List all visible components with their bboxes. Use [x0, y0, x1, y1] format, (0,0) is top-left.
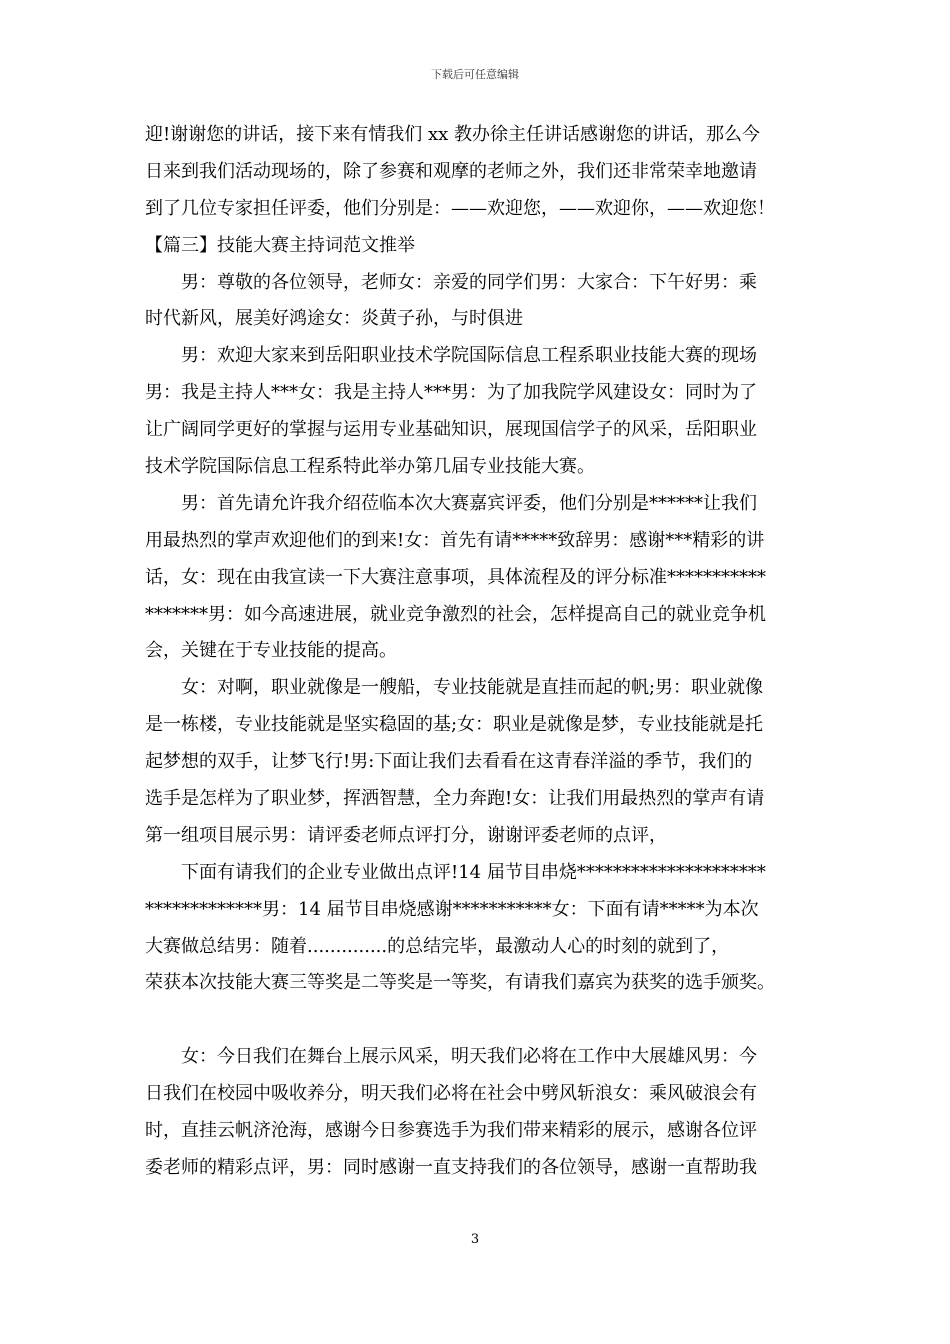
- paragraph-start-line: 男：欢迎大家来到岳阳职业技术学院国际信息工程系职业技能大赛的现场: [181, 345, 757, 367]
- body-line: 时，直挂云帆济沧海，感谢今日参赛选手为我们带来精彩的展示，感谢各位评: [145, 1120, 757, 1142]
- body-line: 大赛做总结男：随着..............的总结完毕，最激动人心的时刻的就到了，: [145, 935, 730, 957]
- body-line: 话，女：现在由我宣读一下大赛注意事项，具体流程及的评分标准***********: [145, 566, 766, 588]
- body-line: 选手是怎样为了职业梦，挥洒智慧，全力奔跑!女：让我们用最热烈的掌声有请: [145, 788, 765, 810]
- blank-line: [145, 1002, 817, 1039]
- body-line: 男：我是主持人***女：我是主持人***男：为了加我院学风建设女：同时为了: [145, 382, 757, 404]
- body-line: 是一栋楼，专业技能就是坚实稳固的基;女：职业是就像是梦，专业技能就是托: [145, 714, 764, 736]
- body-line: 委老师的精彩点评，男：同时感谢一直支持我们的各位领导，感谢一直帮助我: [145, 1156, 757, 1178]
- body-line: 日来到我们活动现场的，除了参赛和观摩的老师之外，我们还非常荣幸地邀请: [145, 160, 757, 182]
- paragraph-start-line: 男：首先请允许我介绍莅临本次大赛嘉宾评委，他们分别是******让我们: [181, 492, 757, 514]
- page-header: 下载后可任意编辑: [431, 68, 519, 81]
- page-number: 3: [470, 1232, 480, 1247]
- body-line: *************男：14 届节目串烧感谢***********女：下面有请*****为本次: [145, 898, 759, 920]
- section-heading: 【篇三】技能大赛主持词范文推举: [145, 234, 415, 256]
- body-line: 会，关键在于专业技能的提高。: [145, 640, 397, 662]
- document-body: [145, 117, 817, 1187]
- body-line: 让广阔同学更好的掌握与运用专业基础知识，展现国信学子的风采，岳阳职业: [145, 419, 757, 441]
- paragraph-start-line: 男：尊敬的各位领导，老师女：亲爱的同学们男：大家合：下午好男：乘: [181, 271, 757, 293]
- body-line: 技术学院国际信息工程系特此举办第几届专业技能大赛。: [145, 456, 595, 478]
- body-line: 荣获本次技能大赛三等奖是二等奖是一等奖，有请我们嘉宾为获奖的选手颁奖。: [145, 972, 775, 994]
- body-line: 日我们在校园中吸收养分，明天我们必将在社会中劈风斩浪女：乘风破浪会有: [145, 1083, 757, 1105]
- paragraph-start-line: 女：今日我们在舞台上展示风采，明天我们必将在工作中大展雄风男：今: [181, 1046, 757, 1068]
- body-line: 用最热烈的掌声欢迎他们的到来!女：首先有请*****致辞男：感谢***精彩的讲: [145, 529, 765, 551]
- body-line: *******男：如今高速进展，就业竞争激烈的社会，怎样提高自己的就业竞争机: [145, 603, 766, 625]
- body-line: 第一组项目展示男：请评委老师点评打分，谢谢评委老师的点评，: [145, 824, 667, 846]
- body-line: 到了几位专家担任评委，他们分别是：——欢迎您，——欢迎你，——欢迎您！: [145, 197, 775, 219]
- body-line: 迎!谢谢您的讲话，接下来有情我们 xx 教办徐主任讲话感谢您的讲话，那么今: [145, 124, 760, 145]
- body-line: 起梦想的双手，让梦飞行!男:下面让我们去看看在这青春洋溢的季节，我们的: [145, 751, 753, 773]
- body-line: 时代新风，展美好鸿途女：炎黄子孙，与时俱进: [145, 308, 523, 330]
- paragraph-start-line: 下面有请我们的企业专业做出点评!14 届节目串烧*********************: [181, 861, 766, 883]
- paragraph-start-line: 女：对啊，职业就像是一艘船，专业技能就是直挂而起的帆;男：职业就像: [181, 677, 764, 699]
